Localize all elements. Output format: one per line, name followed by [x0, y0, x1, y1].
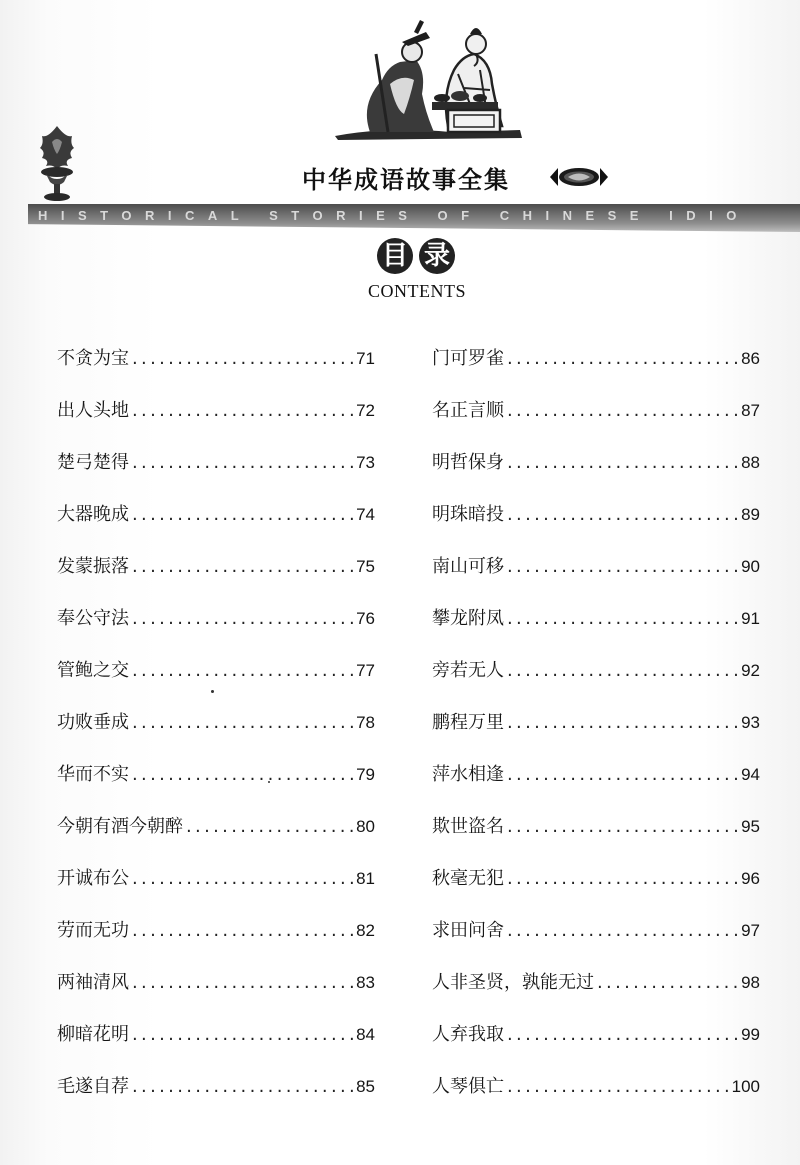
title-badge-ornament — [548, 166, 610, 188]
toc-entry-title: 鹏程万里 — [432, 712, 504, 733]
toc-entry-page: 88 — [741, 453, 760, 472]
dot-leader — [507, 659, 738, 683]
toc-entry-page: 84 — [356, 1025, 375, 1044]
dot-leader — [132, 555, 353, 579]
toc-entry-page: 82 — [356, 921, 375, 940]
toc-entry[interactable] — [432, 489, 760, 541]
dot-leader — [507, 815, 738, 839]
toc-entry-page: 92 — [741, 661, 760, 680]
toc-entry-page: 77 — [356, 661, 375, 680]
toc-entry-title: 毛遂自荐 — [57, 1076, 129, 1097]
dot-leader — [507, 711, 738, 735]
toc-entry-title: 柳暗花明 — [57, 1024, 129, 1045]
dot-leader — [132, 763, 353, 787]
dot-leader — [132, 503, 353, 527]
toc-entry-title: 楚弓楚得 — [57, 452, 129, 473]
toc-entry-title: 功败垂成 — [57, 712, 129, 733]
toc-entry-title: 奉公守法 — [57, 608, 129, 629]
toc-entry-title: 不贪为宝 — [57, 348, 129, 369]
toc-entry-title: 门可罗雀 — [432, 348, 504, 369]
toc-entry-title: 两袖清风 — [57, 972, 129, 993]
heading-char-mu: 目 — [377, 238, 413, 274]
toc-entry[interactable] — [432, 801, 760, 853]
dot-leader — [132, 971, 353, 995]
dot-leader — [132, 919, 353, 943]
toc-left-column — [57, 333, 375, 1113]
toc-entry-page: 99 — [741, 1025, 760, 1044]
toc-entry-title: 萍水相逢 — [432, 764, 504, 785]
toc-entry[interactable] — [57, 541, 375, 593]
scholars-illustration — [330, 14, 530, 142]
toc-entry-page: 76 — [356, 609, 375, 628]
toc-entry[interactable] — [432, 541, 760, 593]
toc-entry-page: 81 — [356, 869, 375, 888]
toc-entry[interactable] — [432, 697, 760, 749]
toc-entry-title: 明珠暗投 — [432, 504, 504, 525]
toc-entry[interactable] — [57, 853, 375, 905]
toc-entry-page: 91 — [741, 609, 760, 628]
dot-leader — [507, 1023, 738, 1047]
toc-entry[interactable] — [57, 749, 375, 801]
dot-leader — [507, 763, 738, 787]
toc-entry[interactable] — [432, 957, 760, 1009]
toc-entry-title: 大器晚成 — [57, 504, 129, 525]
toc-entry-title: 名正言顺 — [432, 400, 504, 421]
contents-label: CONTENTS — [368, 281, 466, 301]
toc-entry[interactable] — [432, 853, 760, 905]
toc-entry-title: 今朝有酒今朝醉 — [57, 816, 183, 837]
toc-entry-page: 90 — [741, 557, 760, 576]
toc-entry-title: 华而不实 — [57, 764, 129, 785]
dot-leader — [507, 555, 738, 579]
dot-leader — [507, 399, 738, 423]
toc-entry-title: 明哲保身 — [432, 452, 504, 473]
print-speck — [211, 690, 214, 693]
dot-leader — [507, 451, 738, 475]
heading-char-lu: 录 — [419, 238, 455, 274]
toc-entry-title: 劳而无功 — [57, 920, 129, 941]
toc-entry-title: 人弃我取 — [432, 1024, 504, 1045]
book-title: 中华成语故事全集 — [302, 166, 510, 194]
toc-entry[interactable] — [432, 593, 760, 645]
toc-entry-title: 攀龙附凤 — [432, 608, 504, 629]
toc-entry[interactable] — [57, 957, 375, 1009]
toc-entry[interactable] — [432, 749, 760, 801]
dot-leader — [132, 607, 353, 631]
toc-entry-page: 83 — [356, 973, 375, 992]
toc-entry-page: 85 — [356, 1077, 375, 1096]
toc-entry[interactable] — [57, 385, 375, 437]
dot-leader — [507, 503, 738, 527]
toc-entry[interactable] — [432, 1061, 760, 1113]
toc-entry[interactable] — [57, 1009, 375, 1061]
print-speck — [268, 781, 270, 783]
toc-entry[interactable] — [57, 645, 375, 697]
toc-entry-page: 79 — [356, 765, 375, 784]
toc-entry-title: 人琴俱亡 — [432, 1076, 504, 1097]
toc-entry[interactable] — [432, 437, 760, 489]
dot-leader — [597, 971, 738, 995]
banner-text: HISTORICAL STORIES OF CHINESE IDIO — [38, 208, 750, 223]
dot-leader — [507, 919, 738, 943]
toc-entry-title: 求田问舍 — [432, 920, 504, 941]
toc-entry[interactable] — [432, 385, 760, 437]
toc-entry[interactable] — [57, 697, 375, 749]
dot-leader — [132, 399, 353, 423]
dot-leader — [507, 347, 738, 371]
toc-entry[interactable] — [57, 905, 375, 957]
toc-entry[interactable] — [57, 437, 375, 489]
toc-entry-page: 87 — [741, 401, 760, 420]
toc-entry-page: 74 — [356, 505, 375, 524]
toc-entry[interactable] — [57, 801, 375, 853]
toc-entry-page: 80 — [356, 817, 375, 836]
toc-entry-page: 95 — [741, 817, 760, 836]
dot-leader — [132, 659, 353, 683]
toc-entry-title: 南山可移 — [432, 556, 504, 577]
toc-entry[interactable] — [57, 489, 375, 541]
dot-leader — [132, 711, 353, 735]
toc-entry-title: 秋毫无犯 — [432, 868, 504, 889]
dot-leader — [132, 1023, 353, 1047]
toc-entry-title: 开诚布公 — [57, 868, 129, 889]
toc-entry-page: 98 — [741, 973, 760, 992]
dot-leader — [507, 1075, 729, 1099]
toc-entry-title: 发蒙振落 — [57, 556, 129, 577]
toc-entry-page: 100 — [731, 1077, 760, 1096]
toc-entry-title: 管鲍之交 — [57, 660, 129, 681]
toc-entry-page: 89 — [741, 505, 760, 524]
toc-entry-page: 71 — [356, 349, 375, 368]
dot-leader — [132, 867, 353, 891]
toc-entry[interactable] — [432, 905, 760, 957]
dot-leader — [507, 867, 738, 891]
toc-entry-title: 出人头地 — [57, 400, 129, 421]
toc-right-column — [432, 333, 760, 1113]
dot-leader — [132, 451, 353, 475]
toc-entry[interactable] — [432, 1009, 760, 1061]
dot-leader — [186, 815, 353, 839]
toc-entry-page: 75 — [356, 557, 375, 576]
dot-leader — [132, 1075, 353, 1099]
bronze-vessel-icon — [32, 124, 82, 204]
toc-entry-title: 人非圣贤，孰能无过 — [432, 972, 594, 993]
toc-entry-page: 73 — [356, 453, 375, 472]
toc-entry[interactable] — [432, 645, 760, 697]
toc-entry[interactable] — [57, 1061, 375, 1113]
toc-entry[interactable] — [57, 333, 375, 385]
toc-entry[interactable] — [57, 593, 375, 645]
dot-leader — [507, 607, 738, 631]
contents-heading — [375, 238, 475, 278]
toc-entry-page: 86 — [741, 349, 760, 368]
dot-leader — [132, 347, 353, 371]
toc-entry-title: 欺世盗名 — [432, 816, 504, 837]
toc-entry-title: 旁若无人 — [432, 660, 504, 681]
toc-entry-page: 94 — [741, 765, 760, 784]
toc-entry[interactable] — [432, 333, 760, 385]
toc-entry-page: 72 — [356, 401, 375, 420]
toc-entry-page: 78 — [356, 713, 375, 732]
toc-entry-page: 97 — [741, 921, 760, 940]
toc-entry-page: 93 — [741, 713, 760, 732]
toc-entry-page: 96 — [741, 869, 760, 888]
